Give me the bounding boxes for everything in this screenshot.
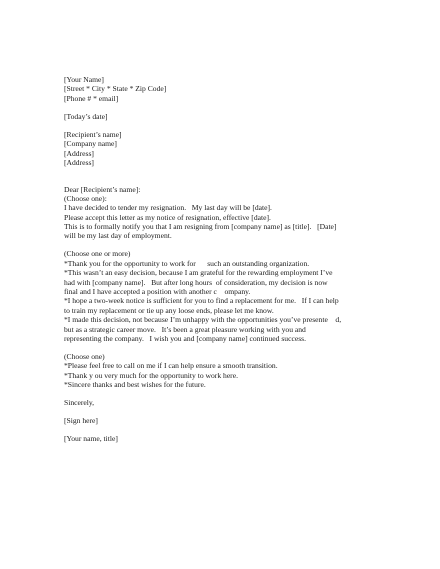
middle-line: to train my replacement or tie up any loose ends, please let me know. <box>64 305 274 315</box>
sender-block <box>64 75 394 103</box>
opening-choose-label: (Choose one): <box>64 193 107 203</box>
letter-date: [Today’s date] <box>64 111 108 121</box>
signoff: Sincerely, <box>64 398 95 408</box>
signature-placeholder: [Sign here] <box>64 416 98 426</box>
middle-line: *I made this decision, not because I’m unhappy with the opportunities you’ve presente d, <box>64 315 342 325</box>
middle-line: *Thank you for the opportunity to work for such an outstanding organization. <box>64 258 310 268</box>
middle-line: representing the company. I wish you and [company name] continued success. <box>64 333 307 343</box>
middle-paragraph <box>64 249 394 343</box>
recipient-company: [Company name] <box>64 139 117 149</box>
closing-choices-paragraph <box>64 352 394 390</box>
recipient-address-1: [Address] <box>64 148 94 158</box>
closing-line: *Please feel free to call on me if I can help ensure a smooth transition. <box>64 361 278 371</box>
signer-name-title: [Your name, title] <box>64 434 118 444</box>
closing-choose-label: (Choose one) <box>64 351 105 361</box>
middle-line: final and I have accepted a position with another c ompany. <box>64 287 251 296</box>
opening-paragraph <box>64 194 394 241</box>
salutation: Dear [Recipient’s name]: <box>64 184 141 194</box>
sender-name: [Your Name] <box>64 75 104 84</box>
middle-line: *I hope a two-week notice is sufficient for you to find a replacement for me. If I can help <box>64 296 339 306</box>
closing-line: *Thank y ou very much for the opportunity to work here. <box>64 370 238 380</box>
sender-phone: [Phone # * email] <box>64 93 119 103</box>
recipient-name: [Recipient’s name] <box>64 129 122 139</box>
middle-choose-label: (Choose one or more) <box>64 249 131 259</box>
sender-street: [Street * City * State * Zip Code] <box>64 84 167 94</box>
closing-line: *Sincere thanks and best wishes for the future. <box>64 380 206 390</box>
opening-line: This is to formally notify you that I am resigning from [company name] as [title]. [Date] <box>64 222 337 232</box>
middle-line: but as a strategic career move. It’s been a great pleasure working with you and <box>64 324 306 334</box>
middle-line: had with [company name]. But after long hours of consideration, my decision is now <box>64 277 328 287</box>
opening-line: I have decided to tender my resignation. My last day will be [date]. <box>64 203 272 213</box>
opening-line: Please accept this letter as my notice of resignation, effective [date]. <box>64 212 271 222</box>
recipient-block <box>64 130 394 168</box>
middle-line: *This wasn’t an easy decision, because I am grateful for the rewarding employment I’ve <box>64 268 333 278</box>
recipient-address-2: [Address] <box>64 157 94 167</box>
resignation-letter <box>64 75 394 443</box>
opening-line: will be my last day of employment. <box>64 231 172 241</box>
